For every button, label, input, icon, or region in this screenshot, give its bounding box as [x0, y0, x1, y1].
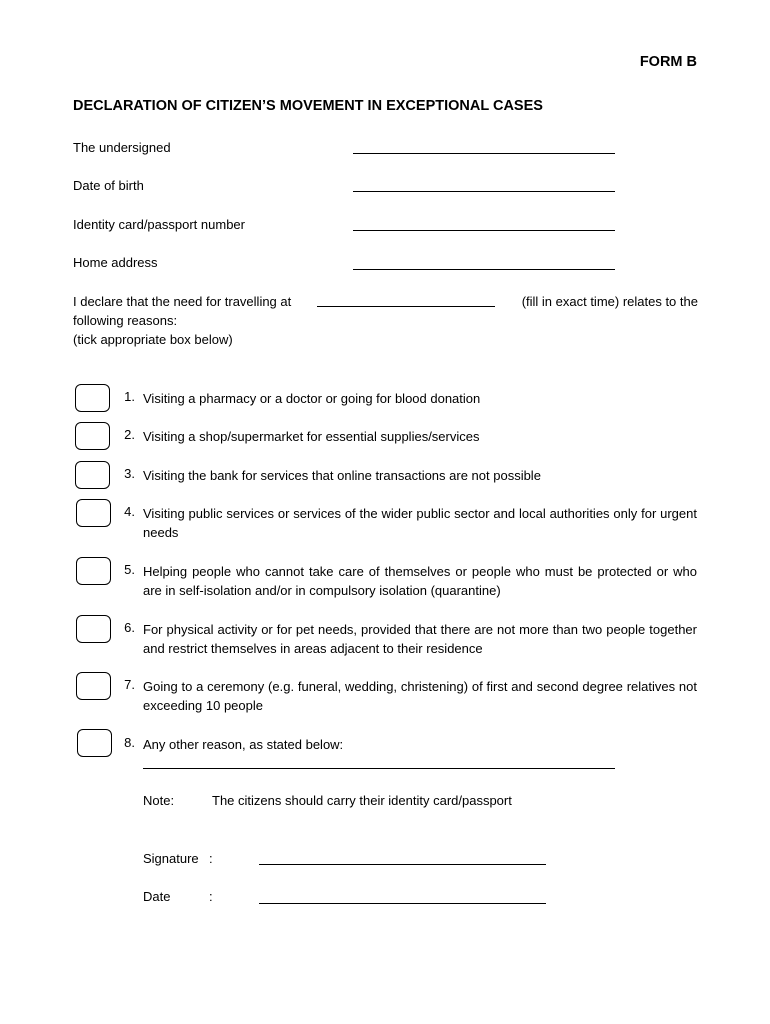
- signature-label: Signature: [143, 851, 199, 866]
- reason-3-number: 3.: [124, 466, 135, 481]
- declaration-line-3: (tick appropriate box below): [73, 332, 233, 347]
- undersigned-field[interactable]: [353, 153, 615, 154]
- reason-5-text: Helping people who cannot take care of themselves or people who must be protected or who are in self-isolation and/or in compulsory isolation (quarantine): [143, 564, 697, 598]
- date-of-birth-field[interactable]: [353, 191, 615, 192]
- reason-2-checkbox[interactable]: [75, 422, 110, 450]
- date-label: Date: [143, 889, 171, 904]
- date-of-birth-label: Date of birth: [73, 178, 144, 193]
- home-address-label: Home address: [73, 255, 158, 270]
- reason-7-checkbox[interactable]: [76, 672, 111, 700]
- note-text: The citizens should carry their identity card/passport: [212, 793, 512, 808]
- reason-6-checkbox[interactable]: [76, 615, 111, 643]
- form-code: FORM B: [639, 54, 697, 70]
- declaration-line-2: following reasons:: [73, 313, 178, 328]
- other-reason-field[interactable]: [143, 768, 615, 769]
- note-label: Note:: [143, 793, 175, 808]
- date-field[interactable]: [259, 903, 546, 904]
- date-colon: :: [209, 889, 213, 904]
- document-title: DECLARATION OF CITIZEN’S MOVEMENT IN EXCEPTIONAL CASES: [73, 98, 543, 114]
- reason-4-number: 4.: [124, 504, 135, 519]
- reason-6-text: For physical activity or for pet needs, provided that there are not more than two people together and restrict themselves in areas adjacent to their residence: [143, 622, 697, 656]
- reason-8-checkbox[interactable]: [77, 729, 112, 757]
- reason-7-number: 7.: [124, 677, 135, 692]
- reason-6-number: 6.: [124, 620, 135, 635]
- reason-1-number: 1.: [124, 389, 135, 404]
- home-address-field[interactable]: [353, 269, 615, 270]
- reason-1-checkbox[interactable]: [75, 384, 110, 412]
- reason-5-checkbox[interactable]: [76, 557, 111, 585]
- reason-7-text: Going to a ceremony (e.g. funeral, wedding, christening) of first and second degree relatives not exceeding 10 people: [143, 679, 697, 713]
- reason-3-checkbox[interactable]: [75, 461, 110, 489]
- signature-colon: :: [209, 851, 213, 866]
- reason-2-text: Visiting a shop/supermarket for essential supplies/services: [143, 429, 480, 444]
- declaration-suffix: (fill in exact time) relates to the: [521, 294, 698, 309]
- reason-4-checkbox[interactable]: [76, 499, 111, 527]
- id-number-label: Identity card/passport number: [73, 217, 245, 232]
- reason-8-number: 8.: [124, 735, 135, 750]
- declaration-prefix: I declare that the need for travelling at: [73, 294, 292, 309]
- travel-time-field[interactable]: [317, 292, 495, 307]
- reason-5-number: 5.: [124, 562, 135, 577]
- reason-1-text: Visiting a pharmacy or a doctor or going for blood donation: [143, 391, 481, 406]
- reason-3-text: Visiting the bank for services that online transactions are not possible: [143, 468, 541, 483]
- reason-8-text: Any other reason, as stated below:: [143, 737, 344, 752]
- undersigned-label: The undersigned: [73, 140, 171, 155]
- id-number-field[interactable]: [353, 230, 615, 231]
- signature-field[interactable]: [259, 864, 546, 865]
- reason-2-number: 2.: [124, 427, 135, 442]
- reason-4-text: Visiting public services or services of the wider public sector and local authorities only for urgent needs: [143, 506, 697, 540]
- declaration-text: [73, 292, 698, 349]
